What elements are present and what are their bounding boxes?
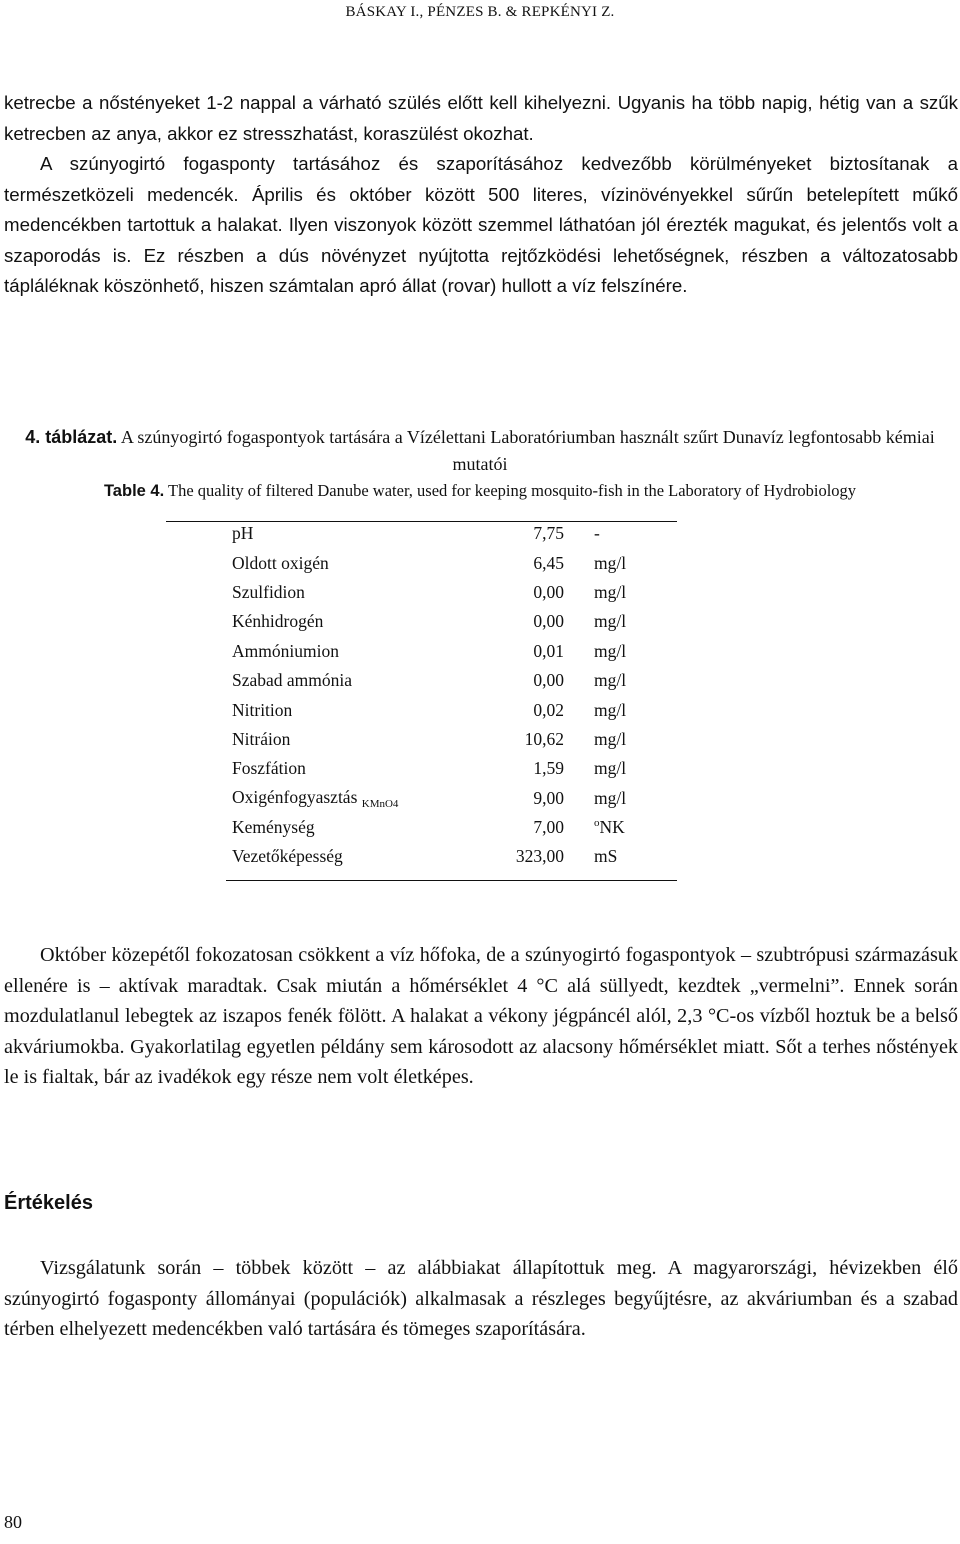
parameter-name: Nitráion <box>232 728 291 749</box>
parameter-name: Foszfátion <box>232 758 306 779</box>
parameter-value: 323,00 <box>515 846 564 867</box>
parameter-unit: mg/l <box>594 728 627 749</box>
table-caption-english <box>0 481 960 501</box>
paragraph-text: A szúnyogirtó fogasponty tartásához és szaporításához kedvezőbb körülményeket biztosítanak a természetközeli medencék. Április és október között 500 literes, vízinövényekkel sűrűn betelepített műkő medencékben tartottuk a halakat. Ilyen viszonyok között szemmel láthatóan jól érezték magukat, és jelentős volt a szaporodás is. Ez részben a dús növényzet nyújtotta rejtőzködési lehetőségnek, részben a változatosabb tápláléknak köszönhető, hiszen számtalan apró állat (rovar) hullott a víz felszínére. <box>4 153 958 296</box>
table-row <box>226 842 677 871</box>
parameter-value: 0,02 <box>533 699 564 720</box>
parameter-name: Szulfidion <box>232 581 305 602</box>
parameter-value: 1,59 <box>533 758 564 779</box>
parameter-unit: mg/l <box>594 611 627 632</box>
table-caption-hu-text: A szúnyogirtó fogaspontyok tartására a Vízélettani Laboratóriumban használt szűrt Dunavíz legfontosabb kémiai mutatói <box>120 427 935 474</box>
parameter-name: Kénhidrogén <box>232 611 324 632</box>
table-row <box>226 519 677 548</box>
paragraph-text: Vizsgálatunk során – többek között – az alábbiakat állapítottuk meg. A magyarországi, hévizekben élő szúnyogirtó fogasponty állományai (populációk) alkalmasak a részleges begyűjtésre, az akváriumban és a szabad térben elhelyezett medencékben való tartására és tömeges szaporítására. <box>4 1257 958 1340</box>
parameter-unit: mg/l <box>594 670 627 691</box>
parameter-value: 0,00 <box>533 670 564 691</box>
body-paragraph-3 <box>4 940 958 1093</box>
parameter-value: 0,00 <box>533 611 564 632</box>
body-paragraph-1 <box>4 88 958 149</box>
table-label-en: Table 4. <box>103 482 165 500</box>
parameter-name: Keménység <box>232 817 315 838</box>
water-quality-table <box>226 519 677 872</box>
parameter-unit: mg/l <box>594 787 627 808</box>
page-number: 80 <box>4 1512 22 1532</box>
table-row <box>226 637 677 666</box>
paragraph-text: Október közepétől fokozatosan csökkent a víz hőfoka, de a szúnyogirtó fogaspontyok – szubtrópusi származásuk ellenére is – aktívak maradtak. Csak miután a hőmérséklet 4 °C alá süllyedt, kezdtek „vermelni”. Ennek során mozdulatlanul lebegtek az iszapos fenék fölött. A halakat a vékony jégpáncél alól, 2,3 °C-os vízből hoztuk be a belső akváriumokba. Gyakorlatilag egyetlen példány sem károsodott az alacsony hőmérséklet miatt. Sőt a terhes nőstények le is fialtak, bár az ivadékok egy része nem volt életképes. <box>4 944 958 1088</box>
parameter-unit: mg/l <box>594 640 627 661</box>
section-heading: Értékelés <box>4 1192 93 1214</box>
body-paragraph-2 <box>4 149 958 302</box>
table-label-hu: 4. táblázat. <box>25 427 118 447</box>
parameter-unit: mg/l <box>594 552 627 573</box>
parameter-value: 7,00 <box>533 817 564 838</box>
parameter-name: Szabad ammónia <box>232 670 353 691</box>
parameter-name: pH <box>232 523 254 544</box>
unit-superscript: o <box>594 817 600 830</box>
parameter-value: 0,00 <box>533 581 564 602</box>
parameter-value: 9,00 <box>533 787 564 808</box>
parameter-unit: mS <box>594 846 618 867</box>
table-row <box>226 607 677 636</box>
parameter-value: 0,01 <box>533 640 564 661</box>
parameter-name: Oldott oxigén <box>232 552 329 573</box>
parameter-name: Nitrition <box>232 699 293 720</box>
parameter-unit: - <box>594 523 600 544</box>
table-row <box>226 666 677 695</box>
parameter-unit: mg/l <box>594 581 627 602</box>
parameter-value: 10,62 <box>524 728 564 749</box>
table-row <box>226 725 677 754</box>
paragraph-text: ketrecbe a nőstényeket 1-2 nappal a várható szülés előtt kell kihelyezni. Ugyanis ha több napig, hétig van a szűk ketrecben az anya, akkor ez stresszhatást, koraszülést okozhat. <box>4 92 958 144</box>
parameter-unit: mg/l <box>594 758 627 779</box>
table-row <box>226 695 677 724</box>
table-row <box>226 813 677 842</box>
parameter-name: Oxigénfogyasztás $_{KMnO4}$ <box>232 786 399 810</box>
table-row <box>226 754 677 783</box>
parameter-value: 6,45 <box>533 552 564 573</box>
table-row <box>226 578 677 607</box>
parameter-value: 7,75 <box>533 523 564 544</box>
table-caption-en-text: The quality of filtered Danube water, used for keeping mosquito-fish in the Laboratory of Hydrobiology <box>168 481 857 500</box>
table-bottom-rule <box>226 880 677 881</box>
table-row <box>226 548 677 577</box>
body-paragraph-4 <box>4 1253 958 1345</box>
parameter-unit: mg/l <box>594 699 627 720</box>
table-caption-hungarian <box>0 424 960 478</box>
parameter-subscript: KMnO4 <box>361 797 399 810</box>
parameter-unit: $^o$NK <box>594 817 625 838</box>
parameter-name: Ammóniumion <box>232 640 339 661</box>
table-row <box>226 784 677 813</box>
parameter-name: Vezetőképesség <box>232 846 343 867</box>
running-header: BÁSKAY I., PÉNZES B. & REPKÉNYI Z. <box>345 4 615 20</box>
